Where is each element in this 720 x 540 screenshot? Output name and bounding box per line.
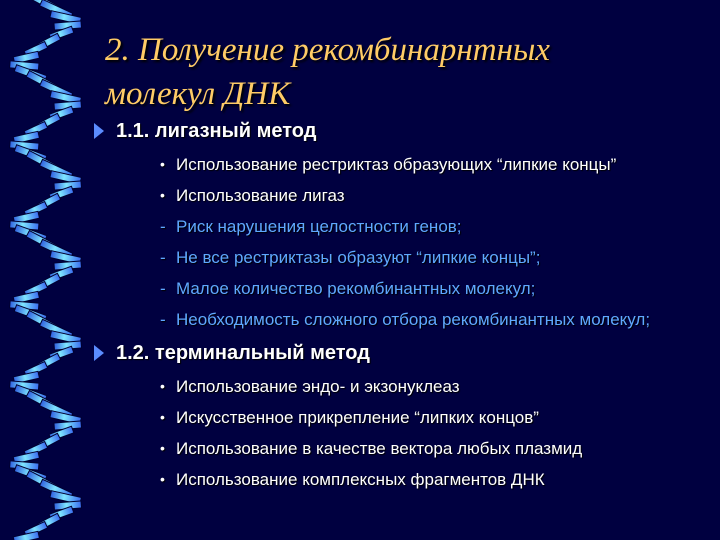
bullet-list	[92, 154, 702, 330]
list-item	[92, 185, 702, 206]
triangle-bullet-icon	[94, 345, 104, 361]
section-heading-text: 1.1. лигазный метод	[116, 120, 317, 142]
triangle-bullet-icon	[94, 123, 104, 139]
list-item	[92, 438, 702, 459]
list-item-text: Не все рестриктазы образуют “липкие концы”;	[176, 248, 541, 267]
dna-helix-strip-icon	[0, 0, 100, 540]
list-item-text: Риск нарушения целостности генов;	[176, 217, 462, 236]
bullet-marker: •	[160, 471, 165, 487]
bullet-marker: •	[160, 378, 165, 394]
section-ligase-method	[92, 118, 702, 330]
list-item	[92, 469, 702, 490]
list-item	[92, 278, 702, 299]
dash-marker: -	[160, 248, 166, 267]
slide-title-line-1: 2. Получение рекомбинарнтных	[105, 32, 550, 68]
list-item	[92, 407, 702, 428]
list-item-text: Искусственное прикрепление “липких концов”	[176, 408, 539, 427]
dash-marker: -	[160, 279, 166, 298]
bullet-marker: •	[160, 156, 165, 172]
list-item-text: Использование эндо- и экзонуклеаз	[176, 377, 460, 396]
slide-title-line-2: молекул ДНК	[105, 76, 291, 112]
list-item-text: Малое количество рекомбинантных молекул;	[176, 279, 536, 298]
list-item	[92, 376, 702, 397]
section-heading	[92, 340, 702, 366]
list-item-text: Использование в качестве вектора любых плазмид	[176, 439, 583, 458]
bullet-marker: •	[160, 440, 165, 456]
list-item-text: Использование лигаз	[176, 186, 345, 205]
section-heading-text: 1.2. терминальный метод	[116, 342, 370, 364]
list-item-text: Использование комплексных фрагментов ДНК	[176, 470, 545, 489]
dash-marker: -	[160, 217, 166, 236]
bullet-marker: •	[160, 187, 165, 203]
list-item	[92, 216, 702, 237]
list-item	[92, 154, 702, 175]
list-item-text: Необходимость сложного отбора рекомбинантных молекул;	[176, 310, 651, 329]
slide-content	[92, 118, 702, 500]
list-item-text: Использование рестриктаз образующих “липкие концы”	[176, 155, 617, 174]
section-heading	[92, 118, 702, 144]
bullet-list	[92, 376, 702, 490]
bullet-marker: •	[160, 409, 165, 425]
dash-marker: -	[160, 310, 166, 329]
list-item	[92, 309, 702, 330]
slide-title	[105, 28, 705, 116]
section-terminal-method	[92, 340, 702, 490]
list-item	[92, 247, 702, 268]
